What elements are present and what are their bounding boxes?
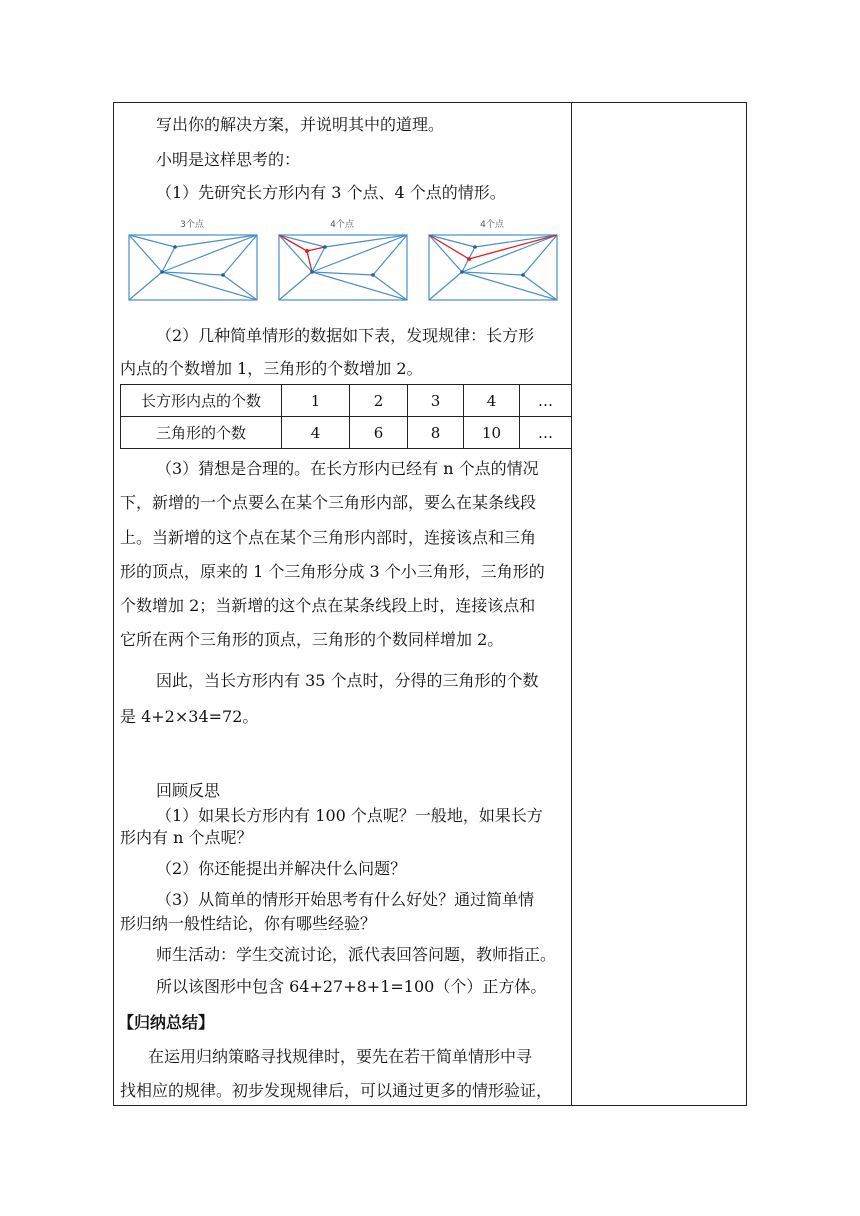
data-table bbox=[120, 384, 572, 449]
paragraph-8b: 形内有 n 个点呢？ bbox=[120, 828, 253, 847]
table-cell: 6 bbox=[350, 417, 408, 449]
paragraph-5f: 它所在两个三角形的顶点，三角形的个数同样增加 2。 bbox=[120, 630, 504, 649]
paragraph-5a: （3）猜想是合理的。在长方形内已经有 n 个点的情况 bbox=[156, 459, 539, 478]
figure-label: 4个点 bbox=[480, 220, 504, 230]
table-cell: 8 bbox=[408, 417, 464, 449]
table-cell: … bbox=[520, 417, 572, 449]
paragraph-6b: 是 4+2×34=72。 bbox=[120, 707, 259, 726]
figure-3-points bbox=[129, 218, 257, 300]
table-cell: 4 bbox=[282, 417, 350, 449]
paragraph-6a: 因此，当长方形内有 35 个点时，分得的三角形的个数 bbox=[156, 671, 539, 690]
paragraph-10a: （3）从简单的情形开始思考有什么好处？通过简单情 bbox=[156, 890, 535, 909]
paragraph-13b: 找相应的规律。初步发现规律后，可以通过更多的情形验证， bbox=[120, 1081, 553, 1100]
paragraph-3: （1）先研究长方形内有 3 个点、4 个点的情形。 bbox=[156, 183, 506, 202]
table-cell: 4 bbox=[464, 385, 520, 417]
paragraph-7: 回顾反思 bbox=[156, 781, 221, 800]
paragraph-5e: 个数增加 2；当新增的这个点在某条线段上时，连接该点和 bbox=[120, 596, 536, 615]
paragraph-2: 小明是这样思考的： bbox=[156, 150, 301, 169]
figure-4-points-on-segment bbox=[429, 218, 557, 300]
figure-label: 3个点 bbox=[180, 220, 204, 230]
paragraph-4a: （2）几种简单情形的数据如下表，发现规律：长方形 bbox=[156, 326, 535, 345]
paragraph-12: 所以该图形中包含 64+27+8+1=100（个）正方体。 bbox=[156, 977, 547, 996]
paragraph-5b: 下，新增的一个点要么在某个三角形内部，要么在某条线段 bbox=[120, 493, 537, 512]
table-cell: … bbox=[520, 385, 572, 417]
column-divider bbox=[571, 102, 572, 1106]
paragraph-4b: 内点的个数增加 1，三角形的个数增加 2。 bbox=[120, 359, 423, 378]
table-row bbox=[121, 417, 572, 449]
table-cell: 3 bbox=[408, 385, 464, 417]
table-cell: 长方形内点的个数 bbox=[121, 385, 282, 417]
figure-label: 4个点 bbox=[330, 220, 354, 230]
table-cell: 10 bbox=[464, 417, 520, 449]
table-row bbox=[121, 385, 572, 417]
paragraph-8a: （1）如果长方形内有 100 个点呢？一般地，如果长方 bbox=[156, 806, 543, 825]
paragraph-9: （2）你还能提出并解决什么问题？ bbox=[156, 859, 407, 878]
table-cell: 2 bbox=[350, 385, 408, 417]
table-cell: 三角形的个数 bbox=[121, 417, 282, 449]
paragraph-5c: 上。当新增的这个点在某个三角形内部时，连接该点和三角 bbox=[120, 528, 537, 547]
paragraph-1: 写出你的解决方案，并说明其中的道理。 bbox=[156, 115, 445, 134]
section-heading: 【归纳总结】 bbox=[118, 1013, 215, 1032]
paragraph-5d: 形的顶点，原来的 1 个三角形分成 3 个小三角形，三角形的 bbox=[120, 562, 545, 581]
table-cell: 1 bbox=[282, 385, 350, 417]
paragraph-10b: 形归纳一般性结论，你有哪些经验？ bbox=[120, 914, 377, 933]
triangulation-figures bbox=[125, 216, 565, 304]
figure-4-points-inside-triangle bbox=[279, 218, 407, 300]
paragraph-13a: 在运用归纳策略寻找规律时，要先在若干简单情形中寻 bbox=[148, 1047, 533, 1066]
paragraph-11: 师生活动：学生交流讨论，派代表回答问题，教师指正。 bbox=[156, 945, 557, 964]
